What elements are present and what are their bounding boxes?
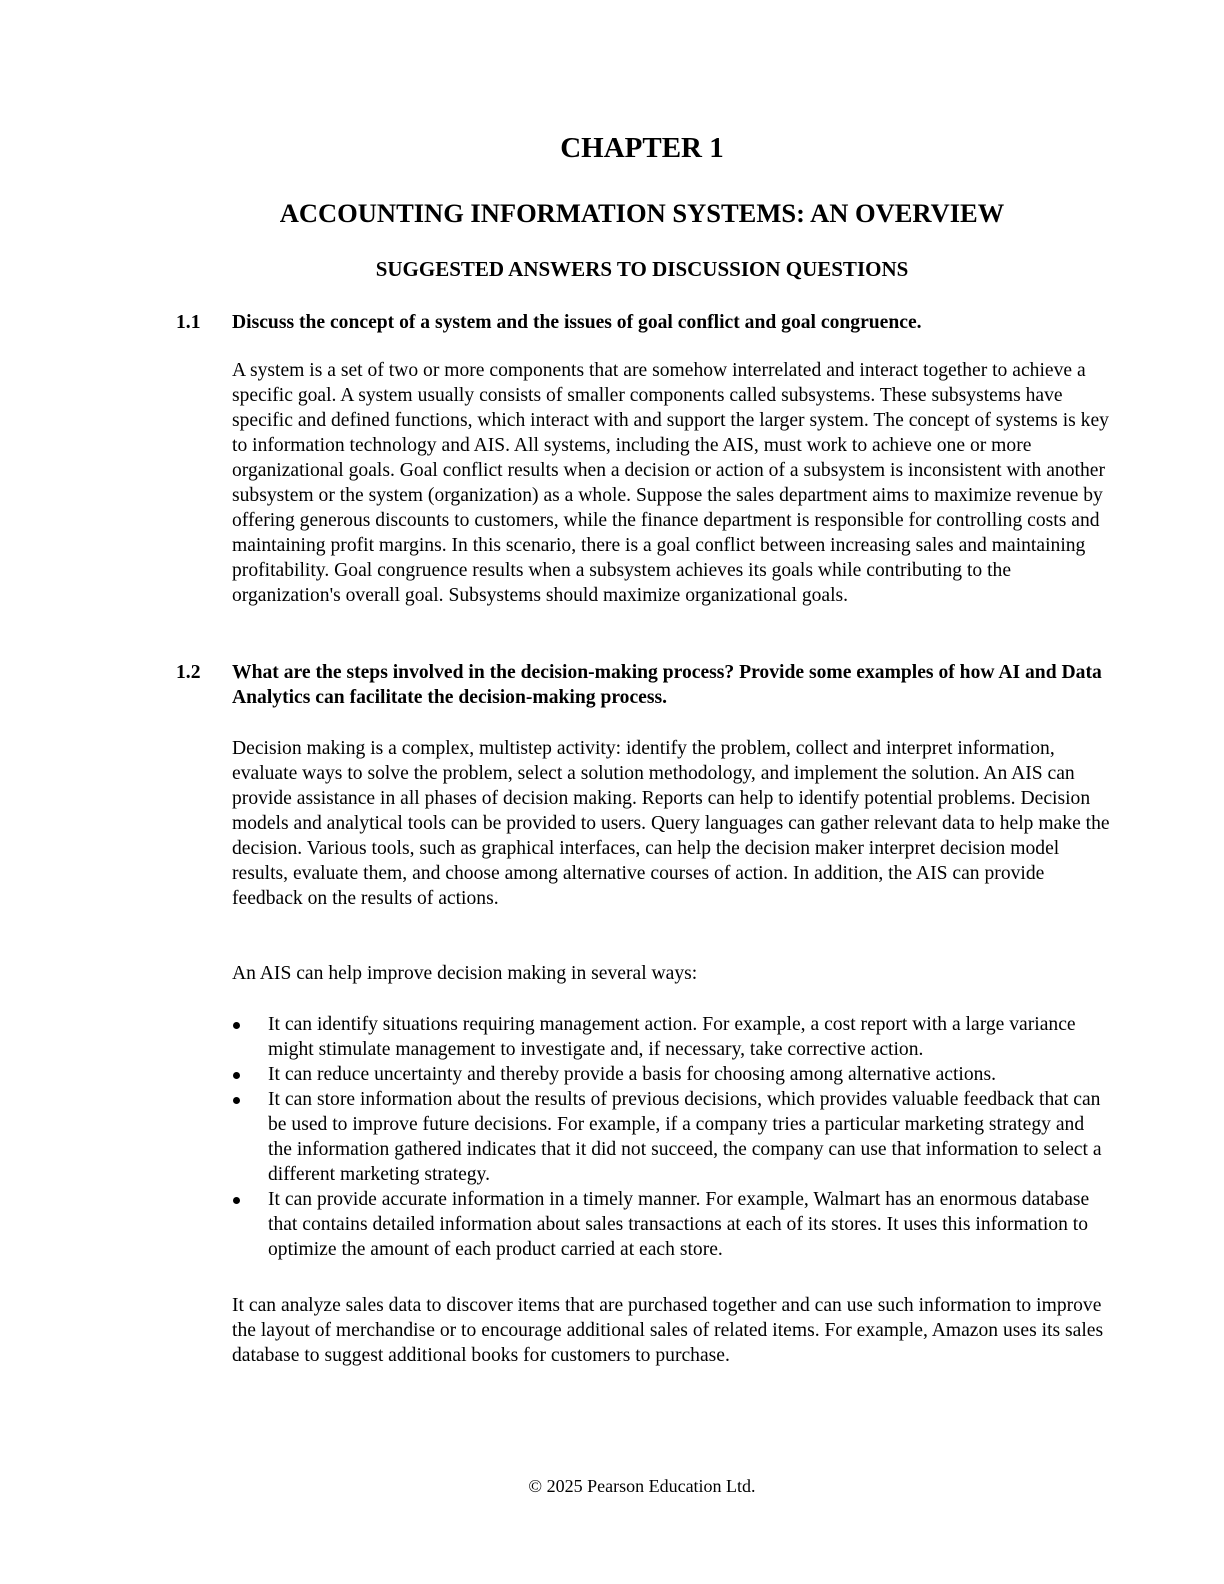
answer-paragraph: An AIS can help improve decision making in several ways: <box>232 963 698 984</box>
page-footer: © 2025 Pearson Education Ltd. <box>528 1476 756 1496</box>
list-item-text: It can store information about the results of previous decisions, which provides valuable feedback that can be used to improve future decisions. For example, if a company tries a particular marketing strategy and the information gathered indicates that it did not succeed, the company can use that information to select a different marketing strategy. <box>268 1089 1102 1185</box>
list-item <box>232 1012 1112 1062</box>
list-item <box>232 1062 1112 1087</box>
list-item <box>232 1087 1112 1187</box>
question-heading: Discuss the concept of a system and the issues of goal conflict and goal congruence. <box>232 312 922 333</box>
list-item-text: It can reduce uncertainty and thereby provide a basis for choosing among alternative actions. <box>268 1064 996 1085</box>
answer-paragraph: A system is a set of two or more components that are somehow interrelated and interact together to achieve a specific goal. A system usually consists of smaller components called subsystems. These subsystems have specific and defined functions, which interact with and support the larger system. The concept of systems is key to information technology and AIS. All systems, including the AIS, must work to achieve one or more organizational goals. Goal conflict results when a decision or action of a subsystem is inconsistent with another subsystem or the system (organization) as a whole. Suppose the sales department aims to maximize revenue by offering generous discounts to customers, while the finance department is responsible for controlling costs and maintaining profit margins. In this scenario, there is a goal conflict between increasing sales and maintaining profitability. Goal congruence results when a subsystem achieves its goals while contributing to the organization's overall goal. Subsystems should maximize organizational goals. <box>232 360 1109 606</box>
question-heading: What are the steps involved in the decision-making process? Provide some examples of how AI and Data Analytics can facilitate the decision-making process. <box>232 662 1102 708</box>
question-number: 1.1 <box>176 312 201 333</box>
answer-paragraph: Decision making is a complex, multistep activity: identify the problem, collect and interpret information, evaluate ways to solve the problem, select a solution methodology, and implement the solution. An AIS can provide assistance in all phases of decision making. Reports can help to identify potential problems. Decision models and analytical tools can be provided to users. Query languages can gather relevant data to help make the decision. Various tools, such as graphical interfaces, can help the decision maker interpret decision model results, evaluate them, and choose among alternative courses of action. In addition, the AIS can provide feedback on the results of actions. <box>232 738 1110 909</box>
section-title: SUGGESTED ANSWERS TO DISCUSSION QUESTIONS <box>375 257 909 281</box>
list-item-text: It can provide accurate information in a timely manner. For example, Walmart has an enormous database that contains detailed information about sales transactions at each of its stores. It uses this information to optimize the amount of each product carried at each store. <box>268 1189 1090 1260</box>
bullet-icon <box>233 1022 240 1029</box>
answer-paragraph: It can analyze sales data to discover items that are purchased together and can use such information to improve the layout of merchandise or to encourage additional sales of related items. For example, Amazon uses its sales database to suggest additional books for customers to purchase. <box>232 1295 1104 1366</box>
bullet-icon <box>233 1097 240 1104</box>
bullet-icon <box>233 1197 240 1204</box>
chapter-title: CHAPTER 1 <box>560 132 724 164</box>
bullet-list <box>232 1012 1112 1262</box>
book-title: ACCOUNTING INFORMATION SYSTEMS: AN OVERVIEW <box>279 198 1005 228</box>
question-number: 1.2 <box>176 662 201 683</box>
list-item-text: It can identify situations requiring management action. For example, a cost report with a large variance might stimulate management to investigate and, if necessary, take corrective action. <box>268 1014 1076 1060</box>
bullet-icon <box>233 1072 240 1079</box>
list-item <box>232 1187 1112 1262</box>
